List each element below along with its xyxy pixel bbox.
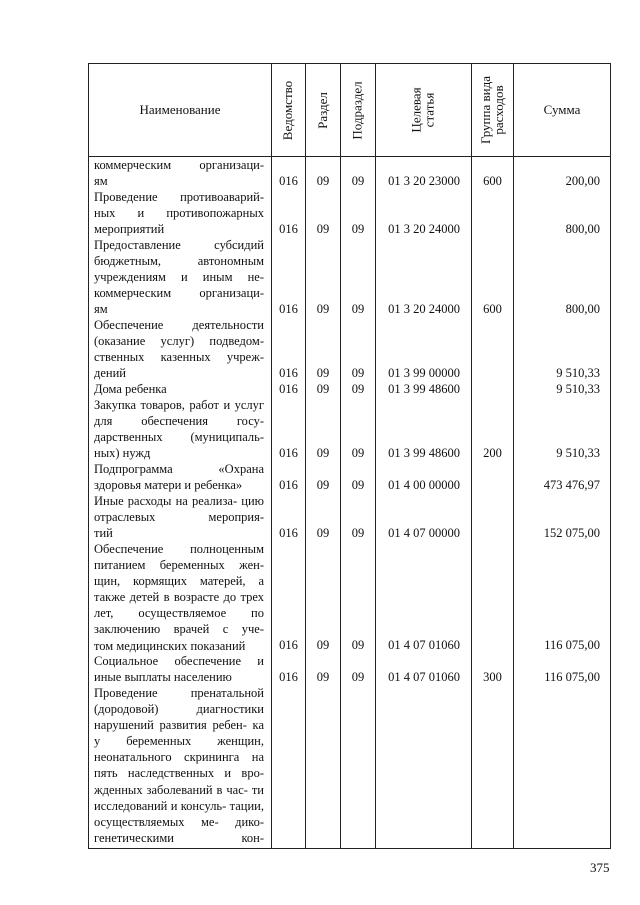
row-name: Иные расходы на реализа- цию отраслевых мероприя- тий bbox=[94, 494, 264, 541]
row-razdel: 09 bbox=[316, 670, 330, 684]
row-vedomstvo: 016 bbox=[279, 446, 298, 460]
header-podrazdel-text: Подраздел bbox=[350, 80, 366, 140]
header-gruppa-text bbox=[479, 76, 505, 144]
row-celevaya: 01 4 07 01060 bbox=[388, 670, 460, 684]
header-razdel bbox=[305, 64, 340, 156]
row-name: коммерческим организаци- ям bbox=[94, 158, 264, 189]
header-gruppa bbox=[471, 64, 513, 156]
row-razdel: 09 bbox=[316, 366, 330, 380]
row-podrazdel: 09 bbox=[351, 366, 365, 380]
row-celevaya: 01 4 00 00000 bbox=[388, 478, 460, 492]
row-summa: 116 075,00 bbox=[544, 638, 600, 652]
row-name: Закупка товаров, работ и услуг для обеспечения госу- дарственных (муниципаль- ных) нужд bbox=[94, 398, 264, 461]
row-celevaya: 01 3 99 48600 bbox=[388, 382, 460, 396]
row-celevaya: 01 4 07 00000 bbox=[388, 526, 460, 540]
row-vedomstvo: 016 bbox=[279, 478, 298, 492]
row-gruppa: 300 bbox=[483, 670, 502, 684]
row-name: Предоставление субсидий бюджетным, автономным учреждениям и иным не- коммерческим организаци- ям bbox=[94, 238, 264, 317]
page-number: 375 bbox=[590, 860, 610, 875]
row-podrazdel: 09 bbox=[351, 478, 365, 492]
row-summa: 116 075,00 bbox=[544, 670, 600, 684]
header-celevaya-line2: статья bbox=[421, 92, 437, 128]
row-razdel: 09 bbox=[316, 446, 330, 460]
row-razdel: 09 bbox=[316, 638, 330, 652]
row-vedomstvo: 016 bbox=[279, 670, 298, 684]
row-name: Социальное обеспечение и иные выплаты населению bbox=[94, 654, 264, 685]
row-razdel: 09 bbox=[316, 526, 330, 540]
header-celevaya-text bbox=[410, 87, 436, 132]
row-podrazdel: 09 bbox=[351, 638, 365, 652]
row-razdel: 09 bbox=[316, 302, 330, 316]
row-podrazdel: 09 bbox=[351, 302, 365, 316]
row-summa: 800,00 bbox=[565, 302, 600, 316]
header-podrazdel bbox=[340, 64, 375, 156]
budget-table bbox=[88, 63, 611, 849]
row-summa: 200,00 bbox=[565, 174, 600, 188]
row-gruppa: 600 bbox=[483, 174, 502, 188]
header-razdel-text: Раздел bbox=[315, 91, 330, 129]
row-summa: 9 510,33 bbox=[556, 382, 600, 396]
row-vedomstvo: 016 bbox=[279, 174, 298, 188]
row-summa: 800,00 bbox=[565, 222, 600, 236]
row-celevaya: 01 3 20 24000 bbox=[388, 222, 460, 236]
row-summa: 473 476,97 bbox=[543, 478, 600, 492]
row-vedomstvo: 016 bbox=[279, 382, 298, 396]
row-vedomstvo: 016 bbox=[279, 526, 298, 540]
header-celevaya-line1: Целевая bbox=[408, 87, 424, 133]
row-podrazdel: 09 bbox=[351, 526, 365, 540]
row-celevaya: 01 4 07 01060 bbox=[388, 638, 460, 652]
row-razdel: 09 bbox=[316, 174, 330, 188]
row-podrazdel: 09 bbox=[351, 382, 365, 396]
header-gruppa-line2: расходов bbox=[491, 85, 507, 135]
header-name bbox=[89, 64, 271, 156]
row-podrazdel: 09 bbox=[351, 670, 365, 684]
row-podrazdel: 09 bbox=[351, 174, 365, 188]
row-name: Обеспечение полноценным питанием беременных жен- щин, кормящих матерей, а также детей в возрасте до трех лет, осуществляемое по заключению врачей с уче- том медицинских показаний bbox=[94, 542, 264, 653]
row-celevaya: 01 3 20 23000 bbox=[388, 174, 460, 188]
row-vedomstvo: 016 bbox=[279, 366, 298, 380]
row-vedomstvo: 016 bbox=[279, 222, 298, 236]
row-razdel: 09 bbox=[316, 478, 330, 492]
row-gruppa: 600 bbox=[483, 302, 502, 316]
row-summa: 9 510,33 bbox=[556, 366, 600, 380]
row-summa: 9 510,33 bbox=[556, 446, 600, 460]
row-razdel: 09 bbox=[316, 222, 330, 236]
row-summa: 152 075,00 bbox=[543, 526, 600, 540]
header-summa bbox=[513, 64, 611, 156]
header-name-text: Наименование bbox=[139, 102, 221, 117]
row-podrazdel: 09 bbox=[351, 446, 365, 460]
row-vedomstvo: 016 bbox=[279, 302, 298, 316]
row-razdel: 09 bbox=[316, 382, 330, 396]
header-vedomstvo-text: Ведомство bbox=[280, 80, 296, 140]
row-name: Дома ребенка bbox=[94, 382, 167, 396]
header-vedomstvo bbox=[271, 64, 305, 156]
row-podrazdel: 09 bbox=[351, 222, 365, 236]
row-name: Проведение противоаварий- ных и противопожарных мероприятий bbox=[94, 190, 264, 237]
row-gruppa: 200 bbox=[483, 446, 502, 460]
row-vedomstvo: 016 bbox=[279, 638, 298, 652]
row-celevaya: 01 3 99 00000 bbox=[388, 366, 460, 380]
header-celevaya bbox=[375, 64, 471, 156]
row-celevaya: 01 3 99 48600 bbox=[388, 446, 460, 460]
row-name: Проведение пренатальной (дородовой) диагностики нарушений развития ребен- ка у беременных женщин, неонатального скрининга на пять наследственных и вро- жденных заболеваний в час- ти исследований и консуль- тации, осуществляемых ме- дико-генетическими кон- bbox=[94, 686, 264, 845]
header-summa-text: Сумма bbox=[543, 102, 581, 117]
row-name: Обеспечение деятельности (оказание услуг) подведом- ственных казенных учреж- дений bbox=[94, 318, 264, 381]
header-gruppa-line1: Группа вида bbox=[478, 76, 494, 144]
row-name: Подпрограмма «Охрана здоровья матери и ребенка» bbox=[94, 462, 264, 493]
row-celevaya: 01 3 20 24000 bbox=[388, 302, 460, 316]
